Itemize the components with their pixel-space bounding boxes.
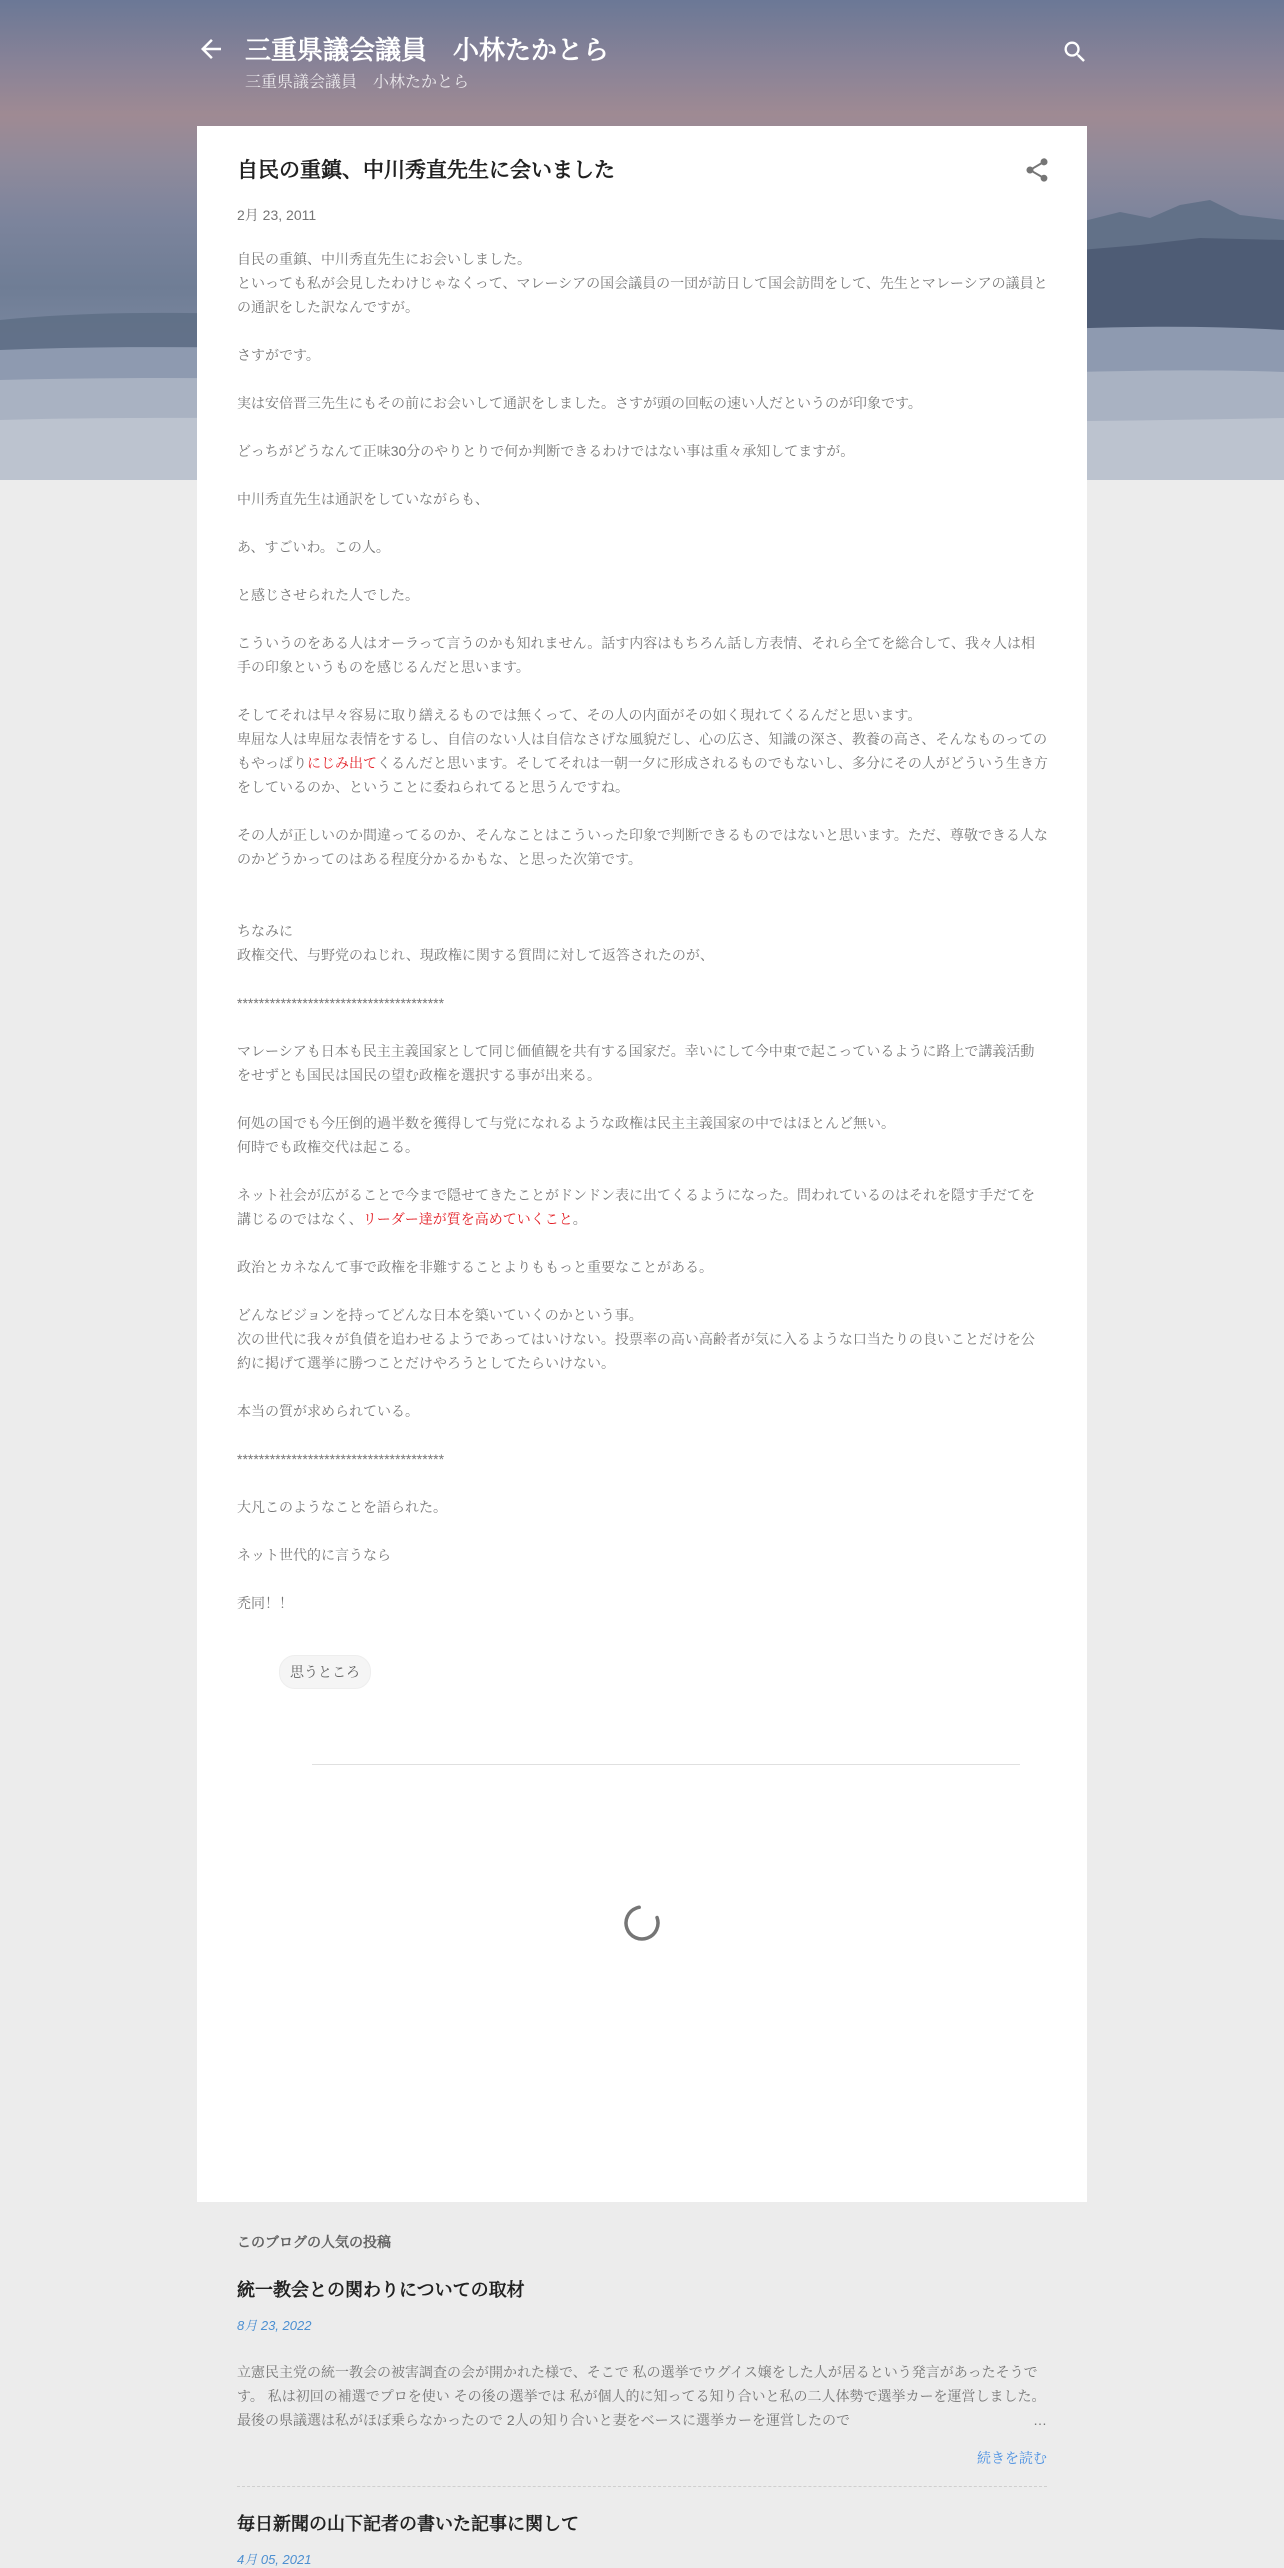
popular-post-snippet <box>237 2360 1047 2432</box>
paragraph-text: そしてそれは早々容易に取り繕えるものでは無くって、その人の内面がその如く現れてくるんだと思います。 卑屈な人は卑屈な表情をするし、自信のない人は自信なさげな風貌だし、心の広さ、知識の深さ、教養の高さ、そんなものってのもやっぱり <box>237 707 1048 771</box>
popular-posts-heading: このブログの人気の投稿 <box>237 2234 391 2250</box>
post-paragraph: どっちがどうなんて正味30分のやりとりで何か判断できるわけではない事は重々承知してますが。 <box>237 443 855 459</box>
post-paragraph: ちなみに 政権交代、与野党のねじれ、現政権に関する質問に対して返答されたのが、 <box>237 923 714 963</box>
post-paragraph: あ、すごいわ。この人。 <box>237 539 390 555</box>
popular-post-title[interactable]: 毎日新聞の山下記者の書いた記事に関して <box>237 2514 579 2534</box>
loading-spinner-icon <box>621 1902 663 1944</box>
divider <box>237 2486 1047 2487</box>
post-paragraph: マレーシアも日本も民主主義国家として同じ価値観を共有する国家だ。幸いにして今中東で起こっているように路上で講義活動をせずとも国民は国民の望む政権を選択する事が出来る。 <box>237 1043 1035 1083</box>
blog-title[interactable]: 三重県議会議員 小林たかとら <box>245 35 610 65</box>
share-icon <box>1023 156 1051 184</box>
popular-post-date[interactable]: 4月 05, 2021 <box>237 2552 312 2567</box>
post-paragraph: どんなビジョンを持ってどんな日本を築いていくのかという事。 次の世代に我々が負債を追わせるようであってはいけない。投票率の高い高齢者が気に入るような口当たりの良いことだけを公約に掲げて選挙に勝つことだけやろうとしてたらいけない。 <box>237 1307 1035 1371</box>
back-button[interactable] <box>196 34 226 64</box>
arrow-back-icon <box>196 34 226 64</box>
snippet-text: 立憲民主党の統一教会の被害調査の会が開かれた様で、そこで 私の選挙でウグイス嬢をした人が居るという発言があったそうです。 私は初回の補選でプロを使い その後の選挙では 私が個人的に知ってる知り合いと私の二人体勢で選挙カーを運営しました。 最後の県議選は私がほぼ乗らなかったので 2人の知り合いと妻をベースに選挙カーを運営したので <box>237 2364 1046 2428</box>
post-paragraph: ネット世代的に言うなら <box>237 1547 391 1563</box>
post-paragraph <box>237 703 1048 799</box>
label-chip[interactable]: 思うところ <box>279 1655 371 1689</box>
popular-post-date[interactable]: 8月 23, 2022 <box>237 2318 312 2333</box>
paragraph-text: ネット社会が広がることで今まで隠せてきたことがドンドン表に出てくるようになった。問われているのはそれを隠す手だてを講じるのではなく、 <box>237 1187 1035 1227</box>
separator-stars: ************************************** <box>237 1451 445 1467</box>
post-paragraph: 禿同！！ <box>237 1595 293 1611</box>
post-paragraph <box>237 1183 1048 1231</box>
highlighted-text: リーダー達が質を高めていくこと <box>362 1211 573 1227</box>
popular-post-title[interactable]: 統一教会との関わりについての取材 <box>237 2280 525 2300</box>
post-paragraph: 中川秀直先生は通訳をしていながらも、 <box>237 491 489 507</box>
post-paragraph: さすがです。 <box>237 347 320 363</box>
post-paragraph: 自民の重鎮、中川秀直先生にお会いしました。 といっても私が会見したわけじゃなくって、マレーシアの国会議員の一団が訪日して国会訪問をして、先生とマレーシアの議員との通訳をした訳なんですが。 <box>237 251 1048 315</box>
post-paragraph: 何処の国でも今圧倒的過半数を獲得して与党になれるような政権は民主主義国家の中ではほとんど無い。 何時でも政権交代は起こる。 <box>237 1115 895 1155</box>
post-paragraph: 政治とカネなんて事で政権を非難することよりももっと重要なことがある。 <box>237 1259 713 1275</box>
search-icon <box>1061 38 1089 66</box>
divider <box>312 1764 1020 1765</box>
post-paragraph: こういうのをある人はオーラって言うのかも知れません。話す内容はもちろん話し方表情、それら全てを総合して、我々人は相手の印象というものを感じるんだと思います。 <box>237 635 1035 675</box>
separator-stars: ************************************** <box>237 995 445 1011</box>
post-paragraph: 本当の質が求められている。 <box>237 1403 419 1419</box>
post-paragraph: その人が正しいのか間違ってるのか、そんなことはこういった印象で判断できるものではないと思います。ただ、尊敬できる人なのかどうかってのはある程度分かるかもな、と思った次第です。 <box>237 827 1048 867</box>
post-paragraph: 実は安倍晋三先生にもその前にお会いして通訳をしました。さすが頭の回転の速い人だというのが印象です。 <box>237 395 922 411</box>
popular-post-item <box>237 2276 1047 2487</box>
post-date: 2月 23, 2011 <box>237 207 317 223</box>
paragraph-text: くるんだと思います。そしてそれは一朝一夕に形成されるものでもないし、多分にその人がどういう生き方をしているのか、ということに委ねられてると思うんですね。 <box>237 755 1048 795</box>
read-more-link[interactable]: 続きを読む <box>977 2450 1047 2466</box>
paragraph-text: 。 <box>572 1211 587 1227</box>
post-title: 自民の重鎮、中川秀直先生に会いました <box>237 159 615 182</box>
highlighted-text: にじみ出て <box>307 755 377 771</box>
search-button[interactable] <box>1061 38 1089 66</box>
ellipsis: … <box>957 2408 1047 2432</box>
post-body <box>237 247 1048 1639</box>
post-paragraph: 大凡このようなことを語られた。 <box>237 1499 447 1515</box>
post-paragraph: と感じさせられた人でした。 <box>237 587 419 603</box>
popular-post-item <box>237 2510 1047 2568</box>
share-button[interactable] <box>1023 156 1051 184</box>
blog-description: 三重県議会議員 小林たかとら <box>245 74 470 91</box>
post-card <box>197 126 1087 2202</box>
